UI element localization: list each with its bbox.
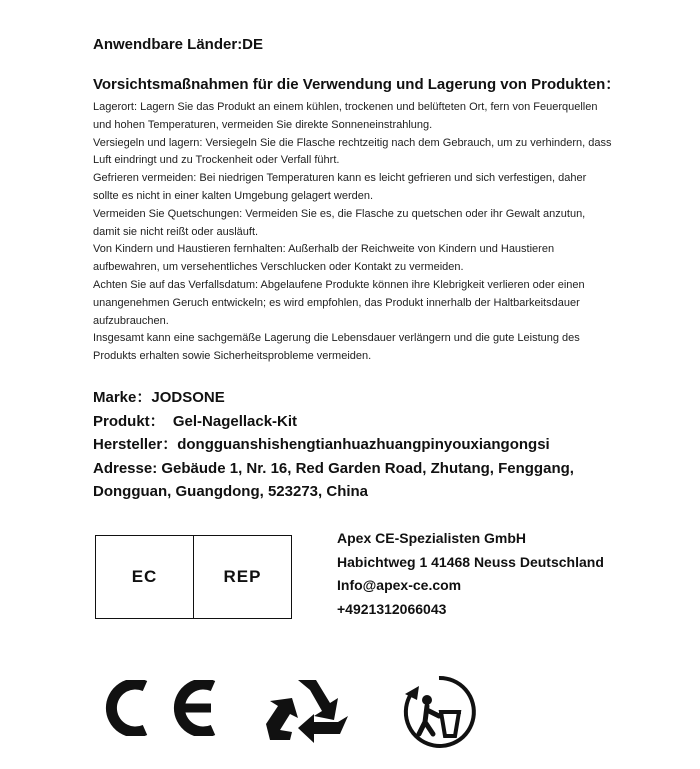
rep-phone: +4921312066043	[337, 600, 447, 617]
precaution-paragraph: Lagerort: Lagern Sie das Produkt an einem kühlen, trockenen und belüfteten Ort, fern von Feuerquellen und hohen Temperaturen, vermeiden Sie direkte Sonneneinstrahlung.	[93, 101, 598, 131]
precautions-title: Vorsichtsmaßnahmen für die Verwendung und Lagerung von Produkten：	[93, 76, 621, 93]
product-label: Produkt：	[93, 412, 165, 430]
address-line	[93, 457, 613, 504]
manufacturer-label: Hersteller：	[93, 436, 178, 453]
product-value: Gel-Nagellack-Kit	[172, 412, 298, 430]
ec-representative-info	[337, 527, 604, 621]
precaution-paragraph: Vermeiden Sie Quetschungen: Vermeiden Sie es, die Flasche zu quetschen oder ihr Gewalt anzutun, damit sie nicht reißt oder ausläuft.	[93, 207, 586, 238]
precaution-paragraph: Gefrieren vermeiden: Bei niedrigen Temperaturen kann es leicht gefrieren und sich verfestigen, daher sollte es nicht in einer kalten Umgebung gelagert werden.	[93, 172, 587, 202]
brand-label: Marke：	[93, 389, 152, 406]
ec-rep-right: REP	[193, 536, 291, 618]
product-details	[93, 386, 613, 504]
manufacturer-value: dongguanshishengtianhuazhuangpinyouxiangongsi	[177, 436, 550, 453]
address-value: Gebäude 1, Nr. 16, Red Garden Road, Zhutang, Fenggang, Dongguan, Guangdong, 523273, China	[93, 459, 574, 500]
applicable-countries: Anwendbare Länder:DE	[93, 36, 264, 53]
rep-email: Info@apex-ce.com	[337, 577, 462, 593]
brand-line	[93, 386, 613, 410]
precautions-body	[93, 99, 613, 366]
precaution-paragraph: Versiegeln und lagern: Versiegeln Sie die Flasche rechtzeitig nach dem Gebrauch, um zu verhindern, dass Luft eindringt und zu Trockenheit oder Verfall führt.	[93, 136, 612, 167]
recycle-icon	[258, 676, 356, 746]
ec-rep-symbol	[95, 535, 292, 619]
manufacturer-line	[93, 433, 613, 457]
product-line	[93, 410, 613, 434]
ce-mark-icon	[95, 680, 220, 736]
precaution-paragraph: Insgesamt kann eine sachgemäße Lagerung die Lebensdauer verlängern und die gute Leistung des Produkts erhalten sowie Sicherheitsprobleme vermeiden.	[93, 332, 580, 363]
address-label: Adresse:	[93, 459, 158, 477]
precaution-paragraph: Achten Sie auf das Verfallsdatum: Abgelaufene Produkte können ihre Klebrigkeit verlieren oder einen unangenehmen Geruch entwickeln; es wird empfohlen, das Produkt innerhalb der Haltbarkeitsdauer aufzubrauchen.	[93, 278, 585, 327]
rep-address: Habichtweg 1 41468 Neuss Deutschland	[337, 553, 604, 570]
ec-rep-left: EC	[131, 567, 158, 586]
precaution-paragraph: Von Kindern und Haustieren fernhalten: Außerhalb der Reichweite von Kindern und Haustieren aufbewahren, um versehentliches Verschlucken oder Kontakt zu vermeiden.	[93, 243, 555, 274]
rep-company: Apex CE-Spezialisten GmbH	[337, 530, 527, 546]
tidyman-bin-icon	[397, 672, 481, 750]
brand-value: JODSONE	[151, 389, 225, 406]
